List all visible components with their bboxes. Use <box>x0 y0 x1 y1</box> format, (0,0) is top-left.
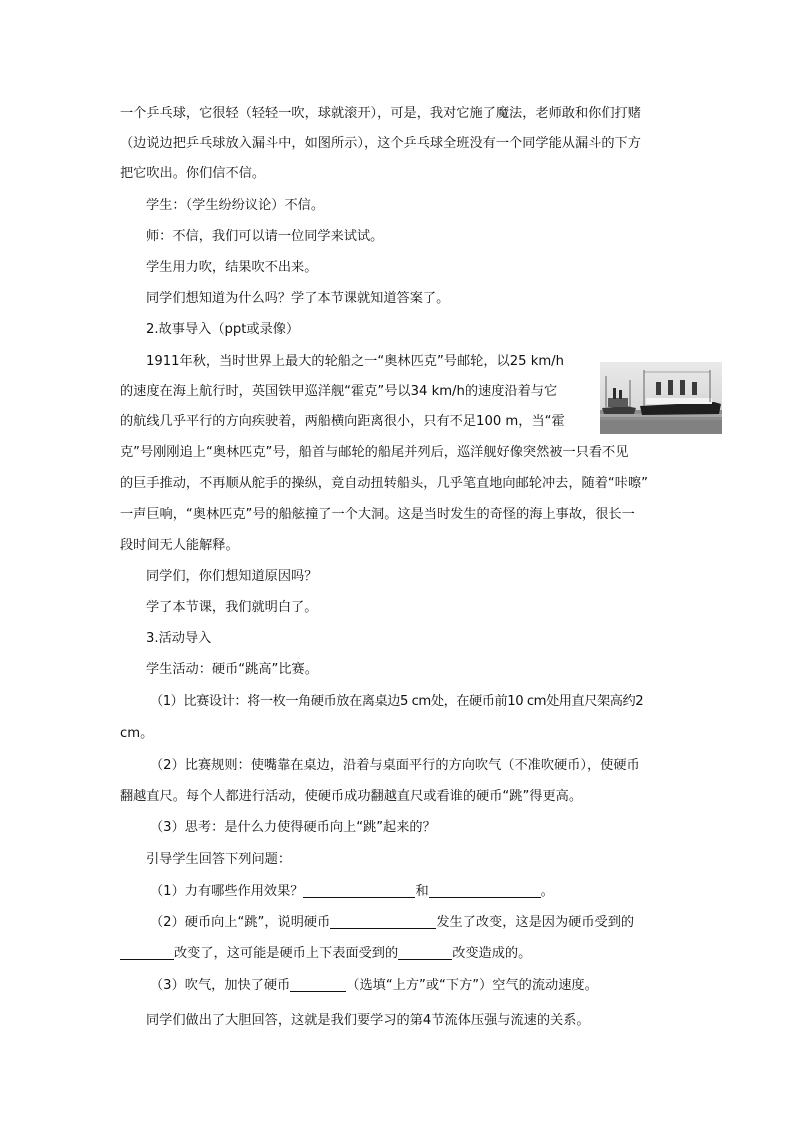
ships-image-graphic <box>600 362 722 434</box>
closing-line: 同学们做出了大胆回答，这就是我们要学习的第4节流体压强与流速的关系。 <box>146 1013 590 1028</box>
paragraph-line: 的巨手推动，不再顺从舵手的操纵，竟自动扭转船头，几乎笔直地向邮轮冲去，随着“咔嚓” <box>120 476 648 491</box>
paragraph-line: 克”号刚刚追上“奥林匹克”号，船首与邮轮的船尾并列后，巡洋舰好像突然被一只看不见 <box>120 445 629 460</box>
question-1-connector: 和 <box>415 884 429 899</box>
section-heading: 2.故事导入（ppt或录像） <box>146 322 300 337</box>
paragraph-line: （1）比赛设计：将一枚一角硬币放在离桌边5 cm处，在硬币前10 cm处用直尺架高约2 <box>150 694 644 709</box>
section-heading: 3.活动导入 <box>146 631 212 646</box>
paragraph-line: 学生：（学生纷纷议论）不信。 <box>146 198 325 213</box>
paragraph-line: 学生用力吹，结果吹不出来。 <box>146 260 318 275</box>
answer-blank-1[interactable] <box>303 883 415 898</box>
answer-blank-6[interactable] <box>290 977 346 992</box>
question-2 <box>150 913 706 933</box>
question-2-text-mid: 改变了，这可能是硬币上下表面受到的 <box>174 946 399 961</box>
paragraph-line: 引导学生回答下列问题： <box>146 852 292 867</box>
paragraph-line: 师：不信，我们可以请一位同学来试试。 <box>146 229 384 244</box>
paragraph-line: 同学们，你们想知道原因吗？ <box>146 569 318 584</box>
paragraph-line: 把它吹出。你们信不信。 <box>120 166 266 181</box>
paragraph-line: （3）思考：是什么力使得硬币向上“跳”起来的？ <box>150 820 436 835</box>
paragraph-line: 段时间无人能解释。 <box>120 538 239 553</box>
question-2-continued <box>120 944 676 964</box>
paragraph-line: 的速度在海上航行时，英国铁甲巡洋舰“霍克”号以34 km/h的速度沿着与它 <box>120 384 558 399</box>
question-1 <box>150 882 706 902</box>
question-2-text: （2）硬币向上“跳”，说明硬币 <box>150 915 331 930</box>
question-3-text: （3）吹气，加快了硬币 <box>150 978 291 993</box>
paragraph-line: 学了本节课，我们就明白了。 <box>146 600 318 615</box>
answer-blank-2[interactable] <box>429 883 541 898</box>
answer-blank-4[interactable] <box>120 945 174 960</box>
paragraph-line: （边说边把乒乓球放入漏斗中，如图所示），这个乒乓球全班没有一个同学能从漏斗的下方 <box>120 136 641 151</box>
ships-photo <box>600 362 722 434</box>
paragraph-line: cm。 <box>120 726 154 741</box>
paragraph-line: 一声巨响，“奥林匹克”号的船舷撞了一个大洞。这是当时发生的奇怪的海上事故，很长一 <box>120 507 635 522</box>
answer-blank-5[interactable] <box>398 945 452 960</box>
answer-blank-3[interactable] <box>330 914 436 929</box>
question-2-text-cont: 发生了改变，这是因为硬币受到的 <box>436 915 635 930</box>
paragraph-line: 一个乒乓球，它很轻（轻轻一吹，球就滚开），可是，我对它施了魔法，老师敢和你们打赌 <box>120 106 641 121</box>
question-2-text-end: 改变造成的。 <box>452 946 532 961</box>
paragraph-line: 的航线几乎平行的方向疾驶着，两船横向距离很小，只有不足100 m，当“霍 <box>120 414 565 429</box>
question-3-text-end: （选填“上方”或“下方”）空气的流动速度。 <box>346 978 598 993</box>
paragraph-line: 同学们想知道为什么吗？学了本节课就知道答案了。 <box>146 291 450 306</box>
paragraph-line: （2）比赛规则：使嘴靠在桌边，沿着与桌面平行的方向吹气（不准吹硬币），使硬币 <box>150 758 640 773</box>
question-1-end: 。 <box>540 884 554 899</box>
question-1-text: （1）力有哪些作用效果？ <box>150 884 304 899</box>
paragraph-line: 翻越直尺。每个人都进行活动，使硬币成功翻越直尺或看谁的硬币“跳”得更高。 <box>120 789 583 804</box>
paragraph-line: 学生活动：硬币“跳高”比赛。 <box>146 662 318 677</box>
question-3 <box>150 976 706 996</box>
paragraph-line: 1911年秋，当时世界上最大的轮船之一“奥林匹克”号邮轮，以25 km/h <box>146 354 564 369</box>
